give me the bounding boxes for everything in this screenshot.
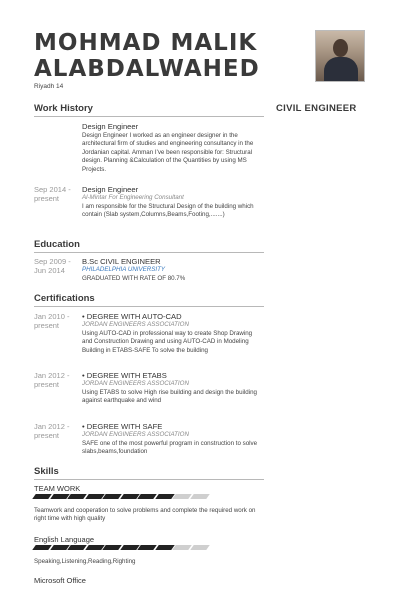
skill-name: Microsoft Office (34, 576, 86, 585)
education-description: GRADUATED WITH RATE OF 80.7% (82, 275, 186, 282)
certification-issuer: JORDAN ENGINEERS ASSOCIATION (82, 380, 189, 387)
photo-body-shape (324, 57, 358, 82)
skill-segment-filled (102, 494, 121, 499)
section-divider (34, 479, 264, 480)
skill-level-bar (34, 494, 207, 500)
skill-segment-filled (50, 494, 69, 499)
skill-segment-empty (172, 494, 191, 499)
work-entry (82, 185, 262, 220)
university-link[interactable]: PHILADELPHIA UNIVERSITY (82, 266, 165, 273)
certification-entry (82, 312, 262, 355)
skill-segment-filled (137, 494, 156, 499)
skill-name: English Language (34, 535, 95, 544)
job-title: Design Engineer (82, 185, 139, 194)
section-divider (34, 252, 264, 253)
degree-title: B.Sc CIVIL ENGINEER (82, 257, 161, 266)
section-divider (34, 116, 264, 117)
certification-date: Jan 2012 - present (34, 371, 70, 389)
certification-description: Using AUTO-CAD in professional way to create Shop Drawing and Construction Drawing and using AUTO-CAD in Modeling Building in ETABS-SAFE To solve the building (82, 330, 253, 354)
skill-segment-empty (190, 494, 209, 499)
skill-description: Speaking,Listening,Reading,Righting (34, 558, 136, 565)
skill-segment-filled (155, 545, 174, 550)
certifications-heading: Certifications (34, 293, 95, 304)
skill-segment-filled (85, 545, 104, 550)
skill-segment-filled (67, 545, 86, 550)
skill-name: TEAM WORK (34, 484, 81, 493)
skill-segment-filled (32, 494, 51, 499)
photo-head-shape (333, 39, 348, 57)
skill-segment-filled (120, 545, 139, 550)
certification-issuer: JORDAN ENGINEERS ASSOCIATION (82, 321, 189, 328)
skill-segment-filled (50, 545, 69, 550)
education-heading: Education (34, 239, 80, 250)
job-description: Design Engineer I worked as an engineer designer in the architectural firm of studies and engineering consultancy in the Jordanian capital. Amman I've been responsible for: Structural design. Planning &Calculation of the Quantities by using MS Projects. (82, 132, 254, 173)
certification-entry (82, 422, 262, 457)
profile-photo (315, 30, 365, 82)
certification-date: Jan 2010 - present (34, 312, 70, 330)
skill-level-bar (34, 545, 207, 551)
skill-segment-filled (155, 494, 174, 499)
work-entry (82, 122, 262, 174)
skill-segment-filled (67, 494, 86, 499)
profession-title: CIVIL ENGINEER (276, 103, 357, 114)
skill-segment-empty (190, 545, 209, 550)
skills-heading: Skills (34, 466, 59, 477)
certification-issuer: JORDAN ENGINEERS ASSOCIATION (82, 431, 189, 438)
skill-segment-filled (120, 494, 139, 499)
certification-title: • DEGREE WITH ETABS (82, 371, 167, 380)
candidate-name: MOHMAD MALIK ALABDALWAHED (34, 30, 260, 82)
skill-segment-filled (32, 545, 51, 550)
skill-description: Teamwork and cooperation to solve problems and complete the required work on right time with high quality (34, 507, 256, 523)
skill-segment-filled (102, 545, 121, 550)
education-date: Sep 2009 - Jun 2014 (34, 257, 71, 275)
skill-segment-empty (172, 545, 191, 550)
job-description: I am responsible for the Structural Design of the building which contain (Slab system,Columns,Beams,Footing,.......) (82, 203, 254, 219)
education-entry (82, 257, 262, 283)
employer: Al-Mintar For Engineering Consultant (82, 194, 184, 201)
certification-title: • DEGREE WITH AUTO-CAD (82, 312, 182, 321)
certification-description: SAFE one of the most powerful program in construction to solve slabs,beams,foundation (82, 440, 258, 456)
certification-entry (82, 371, 262, 406)
section-divider (34, 306, 264, 307)
work-history-heading: Work History (34, 103, 93, 114)
certification-title: • DEGREE WITH SAFE (82, 422, 163, 431)
job-title: Design Engineer (82, 122, 139, 131)
skill-segment-filled (85, 494, 104, 499)
certification-date: Jan 2012 - present (34, 422, 70, 440)
skill-segment-filled (137, 545, 156, 550)
certification-description: Using ETABS to solve High rise building and design the building against earthquake and wind (82, 389, 257, 405)
location: Riyadh 14 (34, 83, 64, 90)
work-date: Sep 2014 - present (34, 185, 71, 203)
